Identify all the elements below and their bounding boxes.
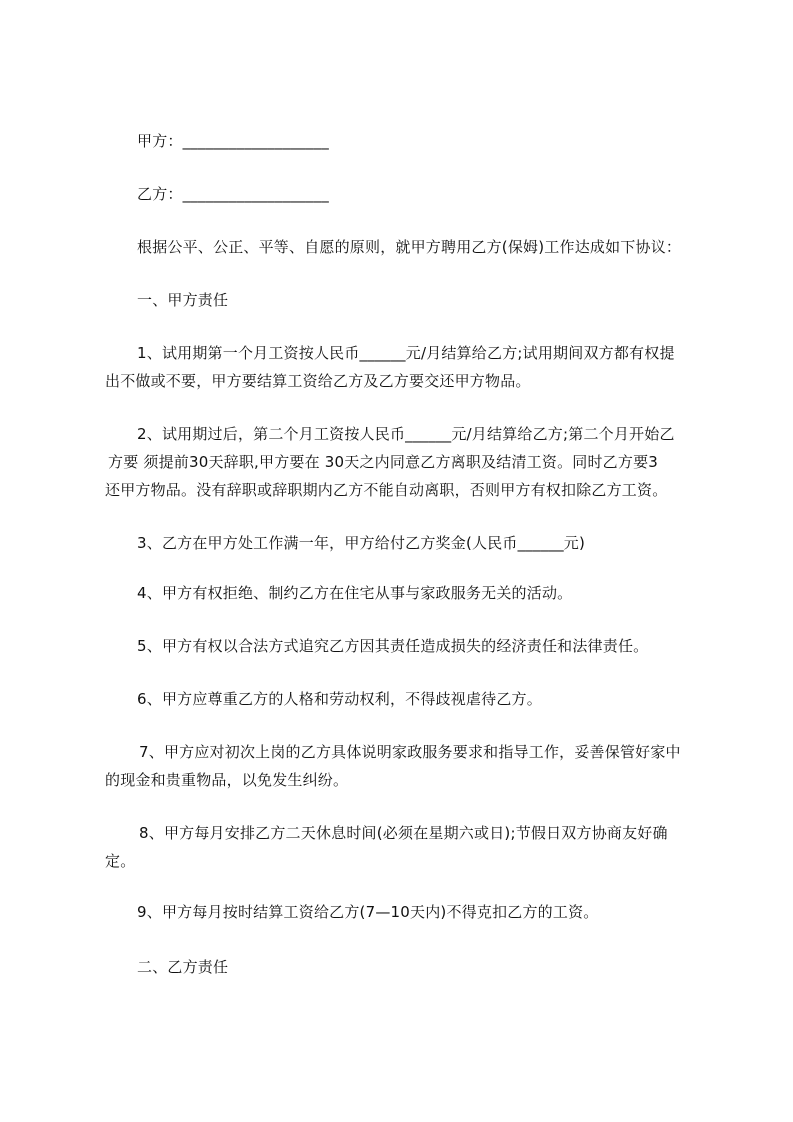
item-2-line-2: 方要 须提前30天辞职,甲方要在 30天之内同意乙方离职及结清工资。同时乙方要3 bbox=[108, 453, 659, 471]
preamble-paragraph: 根据公平、公正、平等、自愿的原则，就甲方聘用乙方(保姆)工作达成如下协议： bbox=[137, 238, 682, 256]
party-b-line: 乙方：___________________ bbox=[137, 185, 329, 203]
item-6: 6、甲方应尊重乙方的人格和劳动权利，不得歧视虐待乙方。 bbox=[137, 690, 542, 708]
section-2-title: 二、乙方责任 bbox=[137, 958, 229, 976]
item-8-line-1: 8、甲方每月安排乙方二天休息时间(必须在星期六或日);节假日双方协商友好确 bbox=[139, 824, 668, 842]
item-2-line-1: 2、试用期过后，第二个月工资按人民币______元/月结算给乙方;第二个月开始乙 bbox=[137, 425, 675, 443]
item-7-line-1: 7、甲方应对初次上岗的乙方具体说明家政服务要求和指导工作，妥善保管好家中 bbox=[139, 743, 681, 761]
item-3: 3、乙方在甲方处工作满一年，甲方给付乙方奖金(人民币______元) bbox=[137, 534, 586, 552]
section-1-title: 一、甲方责任 bbox=[137, 291, 229, 309]
item-9: 9、甲方每月按时结算工资给乙方(7—10天内)不得克扣乙方的工资。 bbox=[137, 903, 599, 921]
item-7-line-2: 的现金和贵重物品，以免发生纠纷。 bbox=[105, 771, 349, 789]
party-a-line: 甲方：___________________ bbox=[137, 132, 329, 150]
item-1-line-1: 1、试用期第一个月工资按人民币______元/月结算给乙方;试用期间双方都有权提 bbox=[137, 344, 675, 362]
item-8-line-2: 定。 bbox=[105, 852, 136, 870]
item-5: 5、甲方有权以合法方式追究乙方因其责任造成损失的经济责任和法律责任。 bbox=[137, 637, 649, 655]
item-4: 4、甲方有权拒绝、制约乙方在住宅从事与家政服务无关的活动。 bbox=[137, 584, 573, 602]
item-1-line-2: 出不做或不要，甲方要结算工资给乙方及乙方要交还甲方物品。 bbox=[105, 372, 531, 390]
item-2-line-3: 还甲方物品。没有辞职或辞职期内乙方不能自动离职，否则甲方有权扣除乙方工资。 bbox=[105, 481, 668, 499]
